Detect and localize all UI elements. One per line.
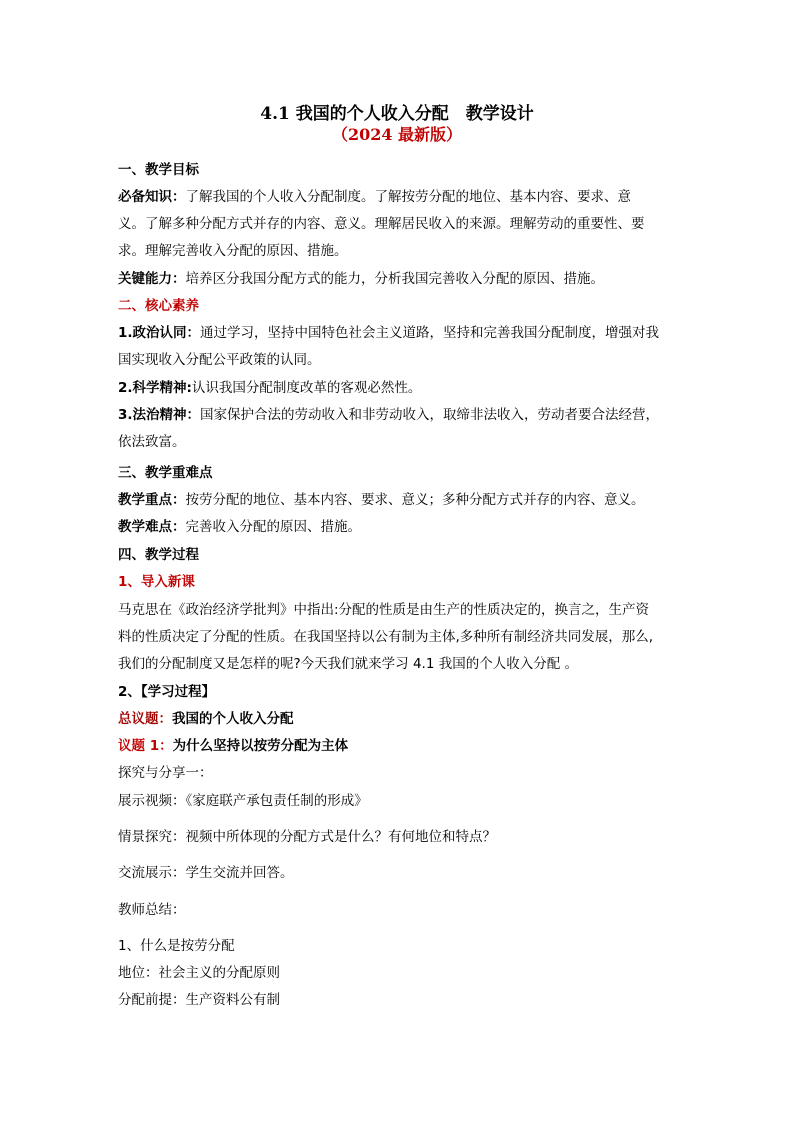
label-main-topic: 总议题：: [118, 711, 172, 727]
heading-key-difficult-points: 三、教学重难点: [118, 465, 213, 481]
text-teaching-difficulty: 完善收入分配的原因、措施。: [185, 519, 361, 535]
heading-teaching-goals: 一、教学目标: [118, 162, 199, 178]
label-scientific-spirit: 2.科学精神:: [118, 380, 192, 396]
label-topic-1: 议题 1：: [118, 738, 173, 754]
paragraph-teaching-focus: [118, 491, 688, 509]
paragraph-political-identity: [118, 324, 688, 342]
text-essential-knowledge: 了解我国的个人收入分配制度。了解按劳分配的地位、基本内容、要求、意: [185, 189, 631, 205]
document-subtitle: （2024 最新版）: [331, 125, 463, 144]
heading-teaching-process: 四、教学过程: [118, 547, 199, 563]
paragraph-main-topic: [118, 710, 688, 728]
text-line: 我们的分配制度又是怎样的呢?今天我们就来学习 4.1 我国的个人收入分配 。: [118, 656, 579, 672]
text-line: 国实现收入分配公平政策的认同。: [118, 352, 321, 368]
text-key-ability: 培养区分我国分配方式的能力，分析我国完善收入分配的原因、措施。: [185, 271, 604, 287]
paragraph-scientific-spirit: [118, 379, 688, 397]
heading-core-literacy: 二、核心素养: [118, 298, 199, 314]
text-line: 交流展示：学生交流并回答。: [118, 865, 294, 881]
text-topic-1: 为什么坚持以按劳分配为主体: [172, 738, 349, 754]
text-political-identity: 通过学习，坚持中国特色社会主义道路，坚持和完善我国分配制度，增强对我: [200, 325, 660, 341]
text-main-topic: 我国的个人收入分配: [172, 711, 294, 727]
text-line: 求。理解完善收入分配的原因、措施。: [118, 243, 348, 259]
text-line: 教师总结：: [118, 902, 186, 918]
document-title: 4.1 我国的个人收入分配 教学设计: [260, 104, 534, 124]
heading-learning-process: 2、【学习过程】: [118, 684, 216, 700]
text-line: 探究与分享一：: [118, 765, 213, 781]
text-line: 展示视频：《家庭联产承包责任制的形成》: [118, 793, 368, 809]
text-line: 马克思在《政治经济学批判》中指出:分配的性质是由生产的性质决定的，换言之，生产资: [118, 602, 650, 618]
text-line: 1、什么是按劳分配: [118, 938, 235, 954]
text-teaching-focus: 按劳分配的地位、基本内容、要求、意义；多种分配方式并存的内容、意义。: [185, 492, 645, 508]
label-teaching-difficulty: 教学难点：: [118, 519, 186, 535]
label-rule-of-law: 3.法治精神：: [118, 407, 201, 423]
text-line: 分配前提：生产资料公有制: [118, 992, 280, 1008]
text-line: 义。了解多种分配方式并存的内容、意义。理解居民收入的来源。理解劳动的重要性、要: [118, 216, 645, 232]
text-rule-of-law: 国家保护合法的劳动收入和非劳动收入，取缔非法收入，劳动者要合法经营，: [200, 407, 660, 423]
label-essential-knowledge: 必备知识：: [118, 189, 186, 205]
label-teaching-focus: 教学重点：: [118, 492, 186, 508]
text-line: 地位：社会主义的分配原则: [118, 965, 280, 981]
label-political-identity: 1.政治认同：: [118, 325, 201, 341]
paragraph-teaching-difficulty: [118, 518, 688, 536]
text-line: 依法致富。: [118, 434, 186, 450]
text-scientific-spirit: 认识我国分配制度改革的客观必然性。: [191, 380, 422, 396]
label-key-ability: 关键能力：: [118, 271, 186, 287]
paragraph-rule-of-law: [118, 406, 688, 424]
paragraph-topic-1: [118, 737, 688, 755]
text-line: 情景探究：视频中所体现的分配方式是什么？有何地位和特点？: [118, 829, 496, 845]
text-line: 料的性质决定了分配的性质。在我国坚持以公有制为主体,多种所有制经济共同发展，那么,: [118, 629, 654, 645]
paragraph-essential-knowledge: [118, 188, 688, 206]
heading-introduction: 1、导入新课: [118, 574, 195, 590]
paragraph-key-ability: [118, 270, 688, 288]
